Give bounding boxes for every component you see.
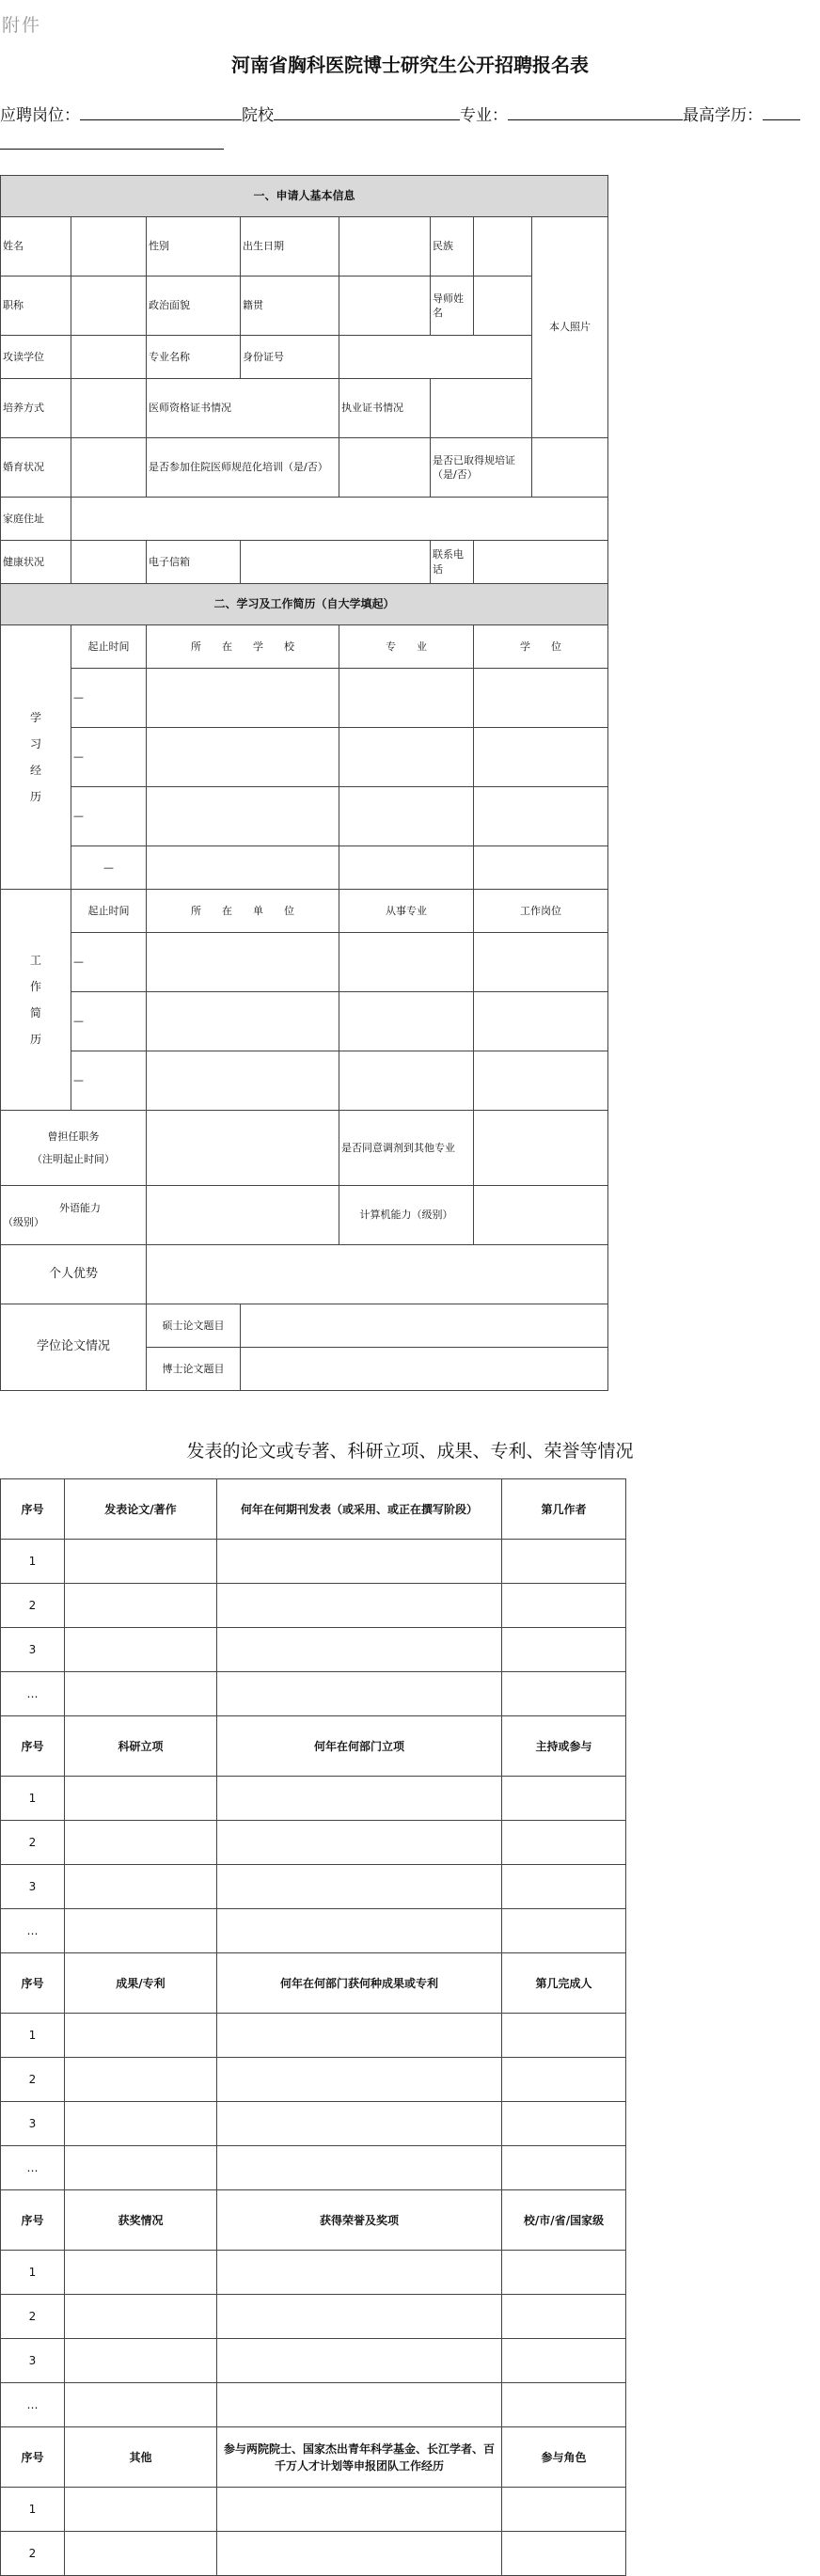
practice-cert-field[interactable]	[431, 379, 532, 438]
achv-cell-detail[interactable]	[217, 1584, 502, 1628]
study-school-3[interactable]	[147, 787, 339, 846]
achv-cell-item[interactable]	[65, 1909, 217, 1953]
achv-cell-detail[interactable]	[217, 2383, 502, 2427]
achv-cell-item[interactable]	[65, 2146, 217, 2190]
section-history: 二、学习及工作简历（自大学填起）	[1, 584, 608, 625]
achv-head-role: 参与角色	[502, 2427, 626, 2488]
achv-cell-role[interactable]	[502, 2146, 626, 2190]
achv-head-item: 获奖情况	[65, 2190, 217, 2251]
id-number-label: 身份证号	[241, 336, 339, 379]
achv-cell-role[interactable]	[502, 2058, 626, 2102]
achv-cell-item[interactable]	[65, 1540, 217, 1584]
work-post-2[interactable]	[474, 992, 608, 1051]
study-school-1[interactable]	[147, 669, 339, 728]
achv-cell-role[interactable]	[502, 2488, 626, 2532]
achv-header-row	[1, 2427, 626, 2488]
achv-cell-detail[interactable]	[217, 2102, 502, 2146]
ethnicity-field[interactable]	[474, 217, 532, 277]
section-basic-info: 一、申请人基本信息	[1, 176, 608, 217]
study-head-major: 专 业	[339, 625, 474, 669]
achv-head-role: 校/市/省/国家级	[502, 2190, 626, 2251]
achv-cell-item[interactable]	[65, 2295, 217, 2339]
achv-cell-item[interactable]	[65, 1672, 217, 1716]
achv-header-row	[1, 2190, 626, 2251]
achv-cell-role[interactable]	[502, 2102, 626, 2146]
achv-cell-item[interactable]	[65, 2488, 217, 2532]
achv-cell-detail[interactable]	[217, 2339, 502, 2383]
work-specialty-3[interactable]	[339, 1051, 474, 1111]
achv-header-row	[1, 1479, 626, 1540]
training-mode-field[interactable]	[71, 379, 147, 438]
degree-field-continued[interactable]	[0, 149, 224, 150]
achv-row-number: 2	[1, 2532, 65, 2576]
study-major-3[interactable]	[339, 787, 474, 846]
achv-cell-item[interactable]	[65, 2532, 217, 2576]
computer-label: 计算机能力（级别）	[339, 1186, 474, 1245]
home-address-field[interactable]	[71, 498, 608, 541]
study-degree-3[interactable]	[474, 787, 608, 846]
achv-cell-item[interactable]	[65, 2014, 217, 2058]
achv-cell-item[interactable]	[65, 2251, 217, 2295]
achv-row-number: 3	[1, 1865, 65, 1909]
table-row	[1, 2058, 626, 2102]
work-head-unit: 所 在 单 位	[147, 890, 339, 933]
table-row	[1, 2295, 626, 2339]
birth-date-label: 出生日期	[241, 217, 339, 277]
study-degree-1[interactable]	[474, 669, 608, 728]
table-row	[1, 2383, 626, 2427]
table-row	[1, 1628, 626, 1672]
work-specialty-2[interactable]	[339, 992, 474, 1051]
former-duty-field[interactable]	[147, 1111, 339, 1186]
foreign-lang-level: （级别）	[3, 1216, 44, 1228]
work-period-2[interactable]: —	[71, 992, 147, 1051]
study-major-4[interactable]	[339, 846, 474, 890]
position-label: 应聘岗位：	[0, 106, 80, 125]
achv-cell-detail[interactable]	[217, 1909, 502, 1953]
work-post-3[interactable]	[474, 1051, 608, 1111]
degree-studying-field[interactable]	[71, 336, 147, 379]
study-label-text: 学习经历	[29, 711, 41, 803]
id-number-field[interactable]	[339, 336, 532, 379]
native-place-label: 籍贯	[241, 277, 339, 336]
health-label: 健康状况	[1, 541, 71, 584]
achv-cell-detail[interactable]	[217, 2532, 502, 2576]
work-head-period: 起止时间	[71, 890, 147, 933]
name-label: 姓名	[1, 217, 71, 277]
achv-cell-detail[interactable]	[217, 1540, 502, 1584]
achv-row-number: …	[1, 2146, 65, 2190]
achv-cell-role[interactable]	[502, 1821, 626, 1865]
advantage-label: 个人优势	[1, 1245, 147, 1304]
home-address-label: 家庭住址	[1, 498, 71, 541]
supervisor-field[interactable]	[474, 277, 532, 336]
study-school-2[interactable]	[147, 728, 339, 787]
former-duty-text: 曾担任职务	[47, 1130, 100, 1144]
achv-cell-detail[interactable]	[217, 2058, 502, 2102]
title-label: 职称	[1, 277, 71, 336]
achv-cell-role[interactable]	[502, 2383, 626, 2427]
email-label: 电子信箱	[147, 541, 241, 584]
achv-header-row	[1, 1953, 626, 2014]
name-field[interactable]	[71, 217, 147, 277]
table-row	[1, 2102, 626, 2146]
achv-cell-detail[interactable]	[217, 2146, 502, 2190]
achv-cell-role[interactable]	[502, 1540, 626, 1584]
achv-head-role: 主持或参与	[502, 1716, 626, 1777]
achv-head-seq: 序号	[1, 1479, 65, 1540]
transfer-other-field[interactable]	[474, 1111, 608, 1186]
table-row	[1, 1672, 626, 1716]
achv-cell-detail[interactable]	[217, 1628, 502, 1672]
table-row	[1, 1821, 626, 1865]
achv-head-detail: 何年在何期刊发表（或采用、或正在撰写阶段）	[217, 1479, 502, 1540]
achv-row-number: 3	[1, 2102, 65, 2146]
achv-cell-role[interactable]	[502, 2014, 626, 2058]
achv-cell-item[interactable]	[65, 1584, 217, 1628]
achv-cell-role[interactable]	[502, 2532, 626, 2576]
phone-field[interactable]	[474, 541, 608, 584]
birth-date-field[interactable]	[339, 217, 431, 277]
major-field[interactable]	[508, 106, 683, 120]
work-specialty-1[interactable]	[339, 933, 474, 992]
study-degree-4[interactable]	[474, 846, 608, 890]
phd-thesis-field[interactable]	[241, 1348, 608, 1391]
work-period-1[interactable]: —	[71, 933, 147, 992]
former-duty-note: （注明起止时间）	[32, 1152, 115, 1165]
work-unit-1[interactable]	[147, 933, 339, 992]
achv-cell-role[interactable]	[502, 2295, 626, 2339]
table-row	[1, 2014, 626, 2058]
major-label: 专业：	[460, 106, 508, 125]
native-place-field[interactable]	[339, 277, 431, 336]
achv-row-number: 1	[1, 2488, 65, 2532]
study-head-degree: 学 位	[474, 625, 608, 669]
work-post-1[interactable]	[474, 933, 608, 992]
study-period-1[interactable]: —	[71, 669, 147, 728]
achv-head-detail: 获得荣誉及奖项	[217, 2190, 502, 2251]
marital-label: 婚育状况	[1, 438, 71, 498]
foreign-lang-field[interactable]	[147, 1186, 339, 1245]
achv-head-role: 第几作者	[502, 1479, 626, 1540]
achv-head-seq: 序号	[1, 2427, 65, 2488]
residency-cert-label: 是否已取得规培证（是/否）	[431, 438, 532, 498]
achv-cell-item[interactable]	[65, 1628, 217, 1672]
table-row	[1, 1777, 626, 1821]
school-field[interactable]	[274, 106, 460, 120]
achv-cell-role[interactable]	[502, 2339, 626, 2383]
achv-row-number: 2	[1, 2058, 65, 2102]
degree-label: 最高学历：	[683, 106, 763, 125]
school-label: 院校	[242, 106, 274, 125]
foreign-lang-text: 外语能力	[59, 1201, 101, 1214]
advantage-field[interactable]	[147, 1245, 608, 1304]
application-form	[0, 175, 608, 1391]
work-unit-3[interactable]	[147, 1051, 339, 1111]
achv-cell-role[interactable]	[502, 1672, 626, 1716]
achv-cell-role[interactable]	[502, 1777, 626, 1821]
study-school-4[interactable]	[147, 846, 339, 890]
photo-cell[interactable]: 本人照片	[532, 217, 608, 438]
table-row	[1, 1540, 626, 1584]
achv-head-seq: 序号	[1, 2190, 65, 2251]
table-row	[1, 2532, 626, 2576]
master-thesis-field[interactable]	[241, 1304, 608, 1348]
study-head-period: 起止时间	[71, 625, 147, 669]
achv-row-number: 2	[1, 1821, 65, 1865]
master-thesis-label: 硕士论文题目	[147, 1304, 241, 1348]
achv-header-row	[1, 1716, 626, 1777]
achv-cell-item[interactable]	[65, 1821, 217, 1865]
title-field[interactable]	[71, 277, 147, 336]
table-row	[1, 2251, 626, 2295]
table-row	[1, 1909, 626, 1953]
achv-cell-item[interactable]	[65, 2058, 217, 2102]
achv-row-number: 3	[1, 1628, 65, 1672]
transfer-other-label: 是否同意调剂到其他专业	[339, 1111, 474, 1186]
work-label	[1, 890, 71, 1111]
residency-training-field[interactable]	[339, 438, 431, 498]
former-duty-label	[1, 1111, 147, 1186]
achv-row-number: …	[1, 1672, 65, 1716]
achievements-table	[0, 1478, 626, 2576]
phone-label: 联系电话	[431, 541, 474, 584]
table-row	[1, 1584, 626, 1628]
achv-head-seq: 序号	[1, 1953, 65, 2014]
achv-head-detail: 参与两院院士、国家杰出青年科学基金、长江学者、百千万人才计划等申报团队工作经历	[217, 2427, 502, 2488]
apply-line	[0, 102, 820, 125]
physician-cert-label: 医师资格证书情况	[147, 379, 339, 438]
thesis-label: 学位论文情况	[1, 1304, 147, 1391]
achv-cell-role[interactable]	[502, 1865, 626, 1909]
work-head-specialty: 从事专业	[339, 890, 474, 933]
achv-head-item: 成果/专利	[65, 1953, 217, 2014]
phd-thesis-label: 博士论文题目	[147, 1348, 241, 1391]
achv-cell-detail[interactable]	[217, 2295, 502, 2339]
computer-field[interactable]	[474, 1186, 608, 1245]
work-period-3[interactable]: —	[71, 1051, 147, 1111]
achv-cell-item[interactable]	[65, 1865, 217, 1909]
work-unit-2[interactable]	[147, 992, 339, 1051]
attachment-label: 附件	[2, 15, 42, 36]
achv-cell-item[interactable]	[65, 1777, 217, 1821]
achv-row-number: 2	[1, 1584, 65, 1628]
achv-cell-detail[interactable]	[217, 1777, 502, 1821]
achv-cell-role[interactable]	[502, 1584, 626, 1628]
achv-cell-item[interactable]	[65, 2383, 217, 2427]
achv-cell-item[interactable]	[65, 2339, 217, 2383]
achv-head-role: 第几完成人	[502, 1953, 626, 2014]
political-label: 政治面貌	[147, 277, 241, 336]
achievements-heading: 发表的论文或专著、科研立项、成果、专利、荣誉等情况	[186, 1441, 634, 1462]
achv-head-seq: 序号	[1, 1716, 65, 1777]
achv-head-item: 其他	[65, 2427, 217, 2488]
achv-head-item: 科研立项	[65, 1716, 217, 1777]
major-name-label: 专业名称	[147, 336, 241, 379]
study-major-1[interactable]	[339, 669, 474, 728]
training-mode-label: 培养方式	[1, 379, 71, 438]
email-field[interactable]	[241, 541, 431, 584]
achv-cell-detail[interactable]	[217, 1821, 502, 1865]
health-field[interactable]	[71, 541, 147, 584]
achv-row-number: 1	[1, 2014, 65, 2058]
achv-cell-role[interactable]	[502, 1909, 626, 1953]
page-title: 河南省胸科医院博士研究生公开招聘报名表	[231, 54, 589, 76]
achv-cell-detail[interactable]	[217, 2488, 502, 2532]
position-field[interactable]	[80, 106, 242, 120]
achv-row-number: 2	[1, 2295, 65, 2339]
study-label	[1, 625, 71, 890]
achv-cell-role[interactable]	[502, 1628, 626, 1672]
degree-field[interactable]	[763, 106, 800, 120]
table-row	[1, 2488, 626, 2532]
achv-head-detail: 何年在何部门立项	[217, 1716, 502, 1777]
study-period-2[interactable]: —	[71, 728, 147, 787]
foreign-lang-label	[1, 1186, 147, 1245]
achv-head-detail: 何年在何部门获何种成果或专利	[217, 1953, 502, 2014]
achv-cell-detail[interactable]	[217, 2251, 502, 2295]
achv-row-number: 1	[1, 2251, 65, 2295]
achv-cell-item[interactable]	[65, 2102, 217, 2146]
marital-field[interactable]	[71, 438, 147, 498]
work-head-post: 工作岗位	[474, 890, 608, 933]
study-period-3[interactable]: —	[71, 787, 147, 846]
achv-row-number: 1	[1, 1540, 65, 1584]
achv-cell-detail[interactable]	[217, 1672, 502, 1716]
ethnicity-label: 民族	[431, 217, 474, 277]
work-label-text: 工作简历	[29, 954, 41, 1046]
achv-row-number: 1	[1, 1777, 65, 1821]
practice-cert-label: 执业证书情况	[339, 379, 431, 438]
degree-studying-label: 攻读学位	[1, 336, 71, 379]
achv-row-number: …	[1, 1909, 65, 1953]
gender-label: 性别	[147, 217, 241, 277]
achv-row-number: 3	[1, 2339, 65, 2383]
residency-training-label: 是否参加住院医师规范化培训（是/否）	[147, 438, 339, 498]
achv-row-number: …	[1, 2383, 65, 2427]
study-head-school: 所 在 学 校	[147, 625, 339, 669]
residency-cert-field[interactable]	[532, 438, 608, 498]
table-row	[1, 2146, 626, 2190]
supervisor-label: 导师姓名	[431, 277, 474, 336]
study-period-4[interactable]: —	[71, 846, 147, 890]
study-degree-2[interactable]	[474, 728, 608, 787]
achv-cell-detail[interactable]	[217, 2014, 502, 2058]
table-row	[1, 1865, 626, 1909]
achv-cell-role[interactable]	[502, 2251, 626, 2295]
table-row	[1, 2339, 626, 2383]
achv-head-item: 发表论文/著作	[65, 1479, 217, 1540]
study-major-2[interactable]	[339, 728, 474, 787]
achv-cell-detail[interactable]	[217, 1865, 502, 1909]
